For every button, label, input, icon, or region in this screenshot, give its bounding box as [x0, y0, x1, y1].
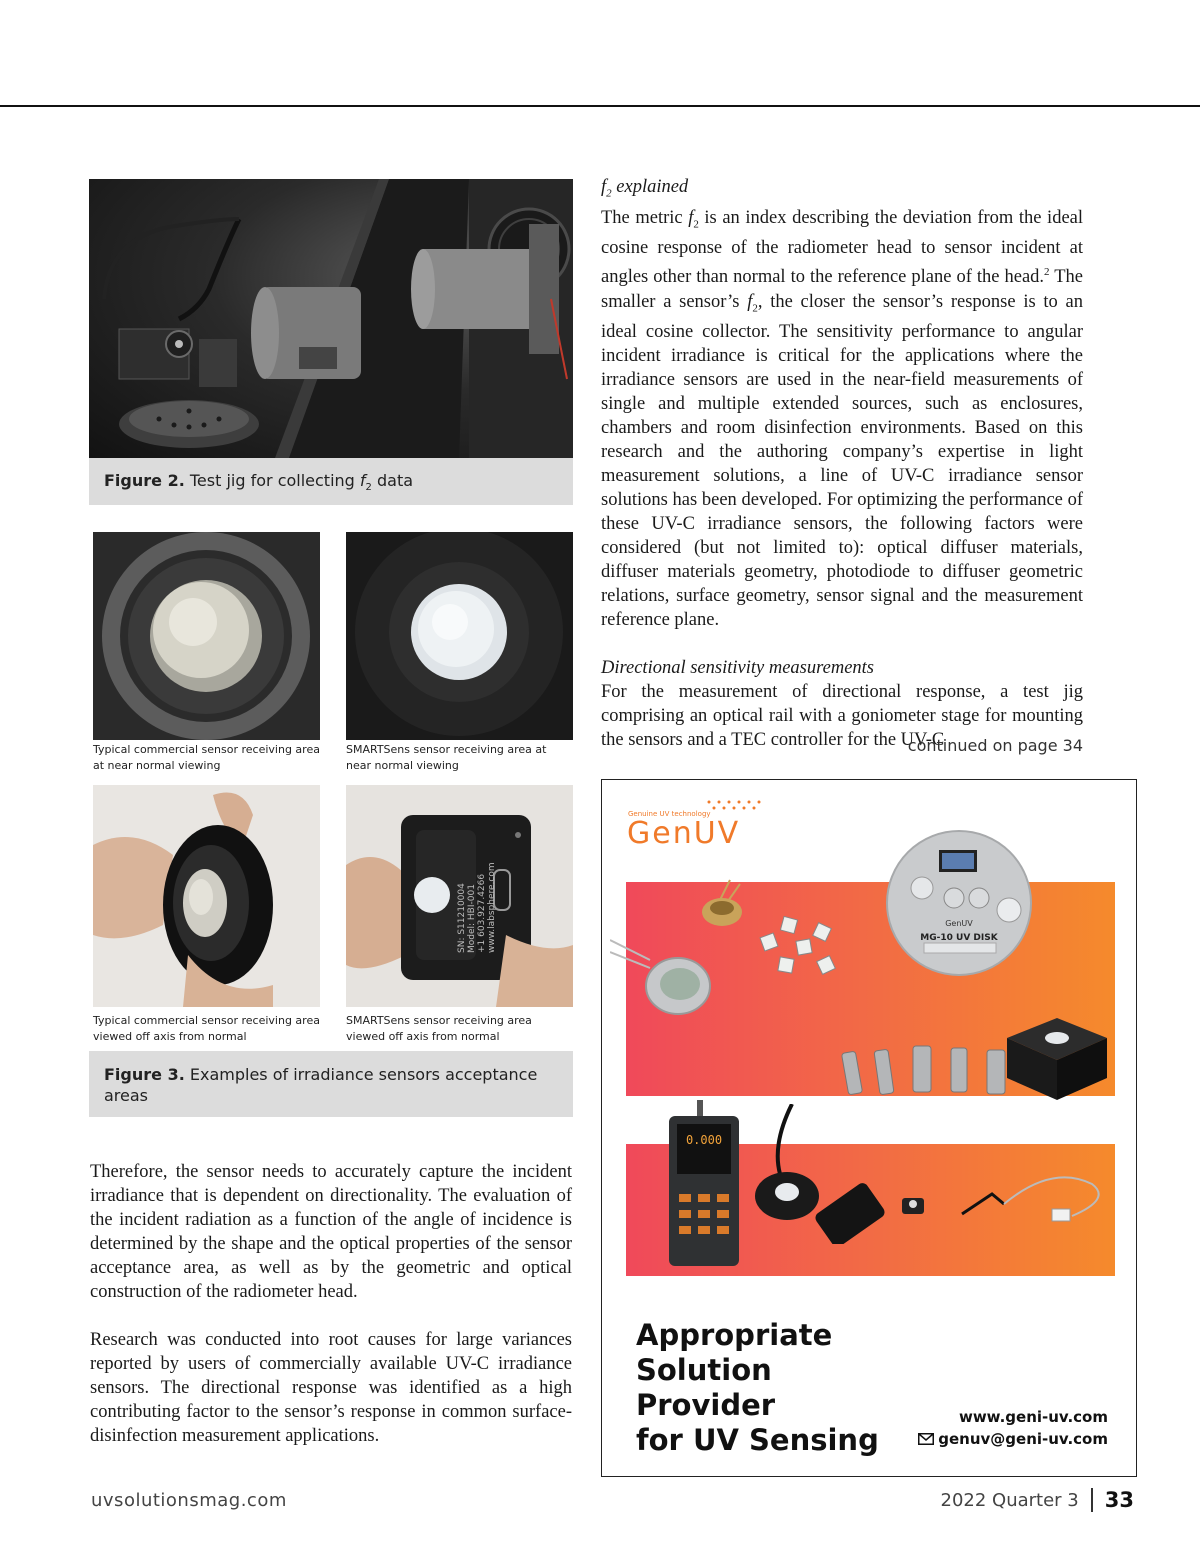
figure-3-caption — [89, 1051, 573, 1117]
ad-email: genuv@geni-uv.com — [938, 1430, 1108, 1448]
handheld-meter — [667, 1100, 742, 1270]
figure-2-photo — [89, 179, 573, 458]
math-sub: 2 — [693, 218, 699, 231]
heading-f: f — [601, 177, 607, 197]
text-run: is an index describing the deviation from the ideal cosine response of the radiometer head to sensor incident at angles other than normal to the reference plane of the head. — [601, 207, 1084, 288]
figure-3-caption-text: Examples of irradiance sensors acceptance areas — [104, 1065, 538, 1105]
section-heading-f2 — [601, 175, 1083, 206]
figure-3-photo-commercial-offaxis — [93, 785, 320, 1007]
ad-headline — [636, 1318, 879, 1458]
device-url: www.labsphere.com — [487, 862, 497, 953]
ad-contact — [918, 1406, 1108, 1451]
paragraph: Therefore, the sensor needs to accurately capture the incident irradiance that is dependent on directionality. The evaluation of the incident radiation as a function of the angle of incidence is determined by the shape and the optical properties of the sensor acceptance area, as well as by the geometric and optical construction of the radiometer head. — [90, 1162, 572, 1302]
headline-line: Appropriate — [636, 1318, 833, 1352]
section-heading-directional: Directional sensitivity measurements — [601, 658, 874, 679]
footer-issue: 2022 Quarter 3 — [940, 1489, 1079, 1511]
to-can-sensors — [610, 870, 750, 1020]
footer-site: uvsolutionsmag.com — [91, 1490, 287, 1511]
paragraph: Research was conducted into root causes for large variances reported by users of commercially available UV-C irradiance sensors. The directional response was identified as a high contributing factor to the sensor’s response in common surface-disinfection measurement applications. — [90, 1330, 572, 1446]
footer-divider — [1091, 1488, 1093, 1512]
heading-sub: 2 — [606, 187, 612, 200]
figure-2-label: Figure 2. — [104, 471, 185, 490]
optical-probes — [837, 1040, 1017, 1102]
envelope-icon — [918, 1429, 934, 1451]
device-phone: +1 603.927.4266 — [477, 873, 487, 953]
figure-2-caption-suffix: data — [371, 471, 414, 490]
figure-2-caption — [89, 458, 573, 505]
headline-line: Provider — [636, 1388, 776, 1422]
figure-2-caption-text: Test jig for collecting — [189, 471, 360, 490]
uv-disk-device — [884, 828, 1034, 978]
figure-2-caption-f: f — [359, 471, 366, 490]
headline-line: for UV Sensing — [636, 1423, 879, 1457]
device-serial: SN: S11210004 — [457, 883, 467, 953]
genuv-advertisement — [601, 779, 1137, 1477]
text-run: The smaller a sensor’s — [601, 267, 1083, 312]
paragraph-f2 — [601, 206, 1083, 633]
test-jig-illustration — [89, 179, 573, 458]
disk-brand: GenUV — [945, 919, 973, 928]
figure-3-label: Figure 3. — [104, 1065, 185, 1084]
right-column-text — [601, 175, 1083, 752]
footnote-ref: 2 — [1044, 266, 1050, 279]
footer-issue-block — [941, 1488, 1134, 1512]
device-model: Model: HBI-001 — [467, 884, 477, 953]
sensor-accessories — [752, 1104, 1122, 1244]
ad-tagline: Genuine UV technology — [628, 810, 711, 818]
heading-rest: explained — [611, 177, 689, 197]
figure-3-label-4: SMARTSens sensor receiving area viewed off axis from normal — [346, 1014, 532, 1043]
figure-3 — [89, 531, 573, 1117]
paragraph-directional: For the measurement of directional response, a test jig comprising an optical rail with a goniometer stage for mounting the sensors and a TEC controller for the UV-C — [601, 682, 1083, 751]
figure-3-photo-commercial-normal — [93, 532, 320, 740]
continued-note: continued on page 34 — [907, 736, 1083, 755]
figure-3-label-1: Typical commercial sensor receiving area at near normal viewing — [93, 743, 320, 772]
figure-3-label-3: Typical commercial sensor receiving area viewed off axis from normal — [93, 1014, 320, 1043]
text-run: , the closer the sensor’s response is to an ideal cosine collector. The sensitivity performance to angular incident irradiance is critical for the applications where the irradiance sensors are used in the near-field measurements of single and multiple extended sources, such as enclosures, chambers and room disinfection environments. Based on this research and the authoring company’s expertise in light measurement solutions, a line of UV-C irradiance sensor solutions has been developed. For optimizing the performance of these UV-C irradiance sensors, the following factors were considered (but not limited to): optical diffuser materials, diffuser materials geometry, photodiode to diffuser geometric relations, surface geometry, sensor signal and the measurement reference plane. — [601, 291, 1084, 631]
left-body-text — [90, 1160, 572, 1448]
header-rule — [0, 105, 1200, 107]
headline-line: Solution — [636, 1353, 772, 1387]
math-f: f — [688, 207, 694, 228]
math-f: f — [747, 291, 753, 312]
logo-dots-icon — [706, 798, 766, 808]
ad-website[interactable]: www.geni-uv.com — [958, 1408, 1108, 1426]
figure-2 — [89, 179, 573, 505]
page-number: 33 — [1104, 1488, 1134, 1512]
genuv-logo: GenUV — [627, 816, 741, 851]
figure-3-photo-smartsens-normal — [346, 532, 573, 740]
text-run: The metric — [601, 207, 689, 228]
figure-3-photo-smartsens-offaxis — [346, 785, 573, 1007]
ad-email-row[interactable] — [918, 1428, 1108, 1451]
figure-2-caption-sub: 2 — [365, 482, 372, 494]
meter-reading: 0.000 — [685, 1133, 723, 1147]
led-chips — [757, 910, 847, 990]
disk-label: MG-10 UV DISK — [920, 933, 998, 943]
figure-3-label-2: SMARTSens sensor receiving area at near normal viewing — [346, 743, 547, 772]
math-sub: 2 — [752, 302, 758, 315]
